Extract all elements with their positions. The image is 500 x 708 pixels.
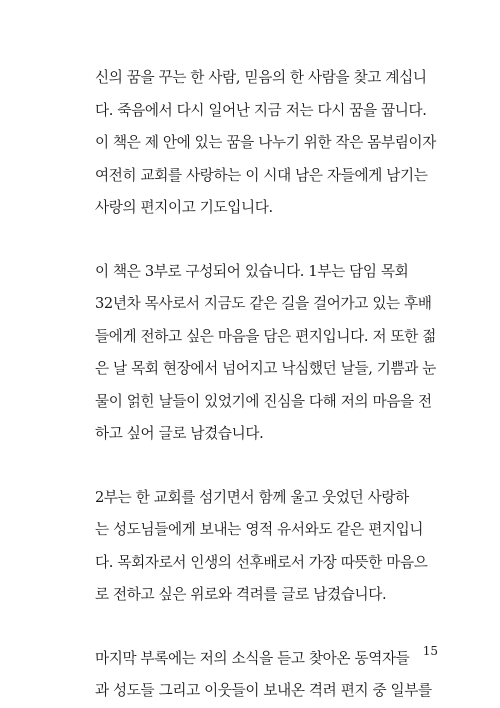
paragraph-3: [95, 482, 437, 612]
paragraph-spacer: [95, 451, 437, 482]
paragraph-1: [95, 62, 437, 225]
text-line: 다. 목회자로서 인생의 선후배로서 가장 따뜻한 마음으: [95, 553, 428, 571]
text-line: 다. 죽음에서 다시 일어난 지금 저는 다시 꿈을 꿉니다.: [95, 101, 427, 119]
paragraph-2: [95, 256, 437, 451]
text-line: 이 책은 제 안에 있는 꿈을 나누기 위한 작은 몸부림이자: [95, 134, 437, 151]
text-line: 들에게 전하고 싶은 마음을 담은 편지입니다. 저 또한 젊: [95, 327, 437, 345]
text-line: 물이 얽힌 날들이 있었기에 진심을 다해 저의 마음을 전: [95, 392, 432, 410]
text-line: 이 책은 3부로 구성되어 있습니다. 1부는 담임 목회: [95, 262, 409, 280]
paragraph-spacer: [95, 612, 437, 643]
text-line: 2부는 한 교회를 섬기면서 함께 울고 웃었던 사랑하: [95, 488, 409, 506]
text-line: 여전히 교회를 사랑하는 이 시대 남은 자들에게 남기는: [95, 166, 428, 184]
text-line: 32년차 목사로서 지금도 같은 길을 걸어가고 있는 후배: [95, 295, 432, 312]
text-line: 로 전하고 싶은 위로와 격려를 글로 남겼습니다.: [95, 586, 387, 603]
paragraph-spacer: [95, 225, 437, 256]
text-line: 과 성도들 그리고 이웃들이 보내온 격려 편지 중 일부를: [95, 682, 432, 699]
page-number: 15: [422, 644, 438, 658]
text-line: 는 성도님들에게 보내는 영적 유서와도 같은 편지입니: [95, 521, 424, 538]
text-line: 하고 싶어 글로 남겼습니다.: [95, 425, 264, 442]
paragraph-4: [95, 643, 437, 708]
text-line: 신의 꿈을 꾸는 한 사람, 믿음의 한 사람을 찾고 계십니: [95, 69, 427, 86]
body-text: [95, 62, 437, 708]
text-line: 사랑의 편지이고 기도입니다.: [95, 199, 273, 216]
text-line: 마지막 부록에는 저의 소식을 듣고 찾아온 동역자들: [95, 649, 410, 667]
text-line: 은 날 목회 현장에서 넘어지고 낙심했던 날들, 기쁨과 눈: [95, 360, 437, 377]
